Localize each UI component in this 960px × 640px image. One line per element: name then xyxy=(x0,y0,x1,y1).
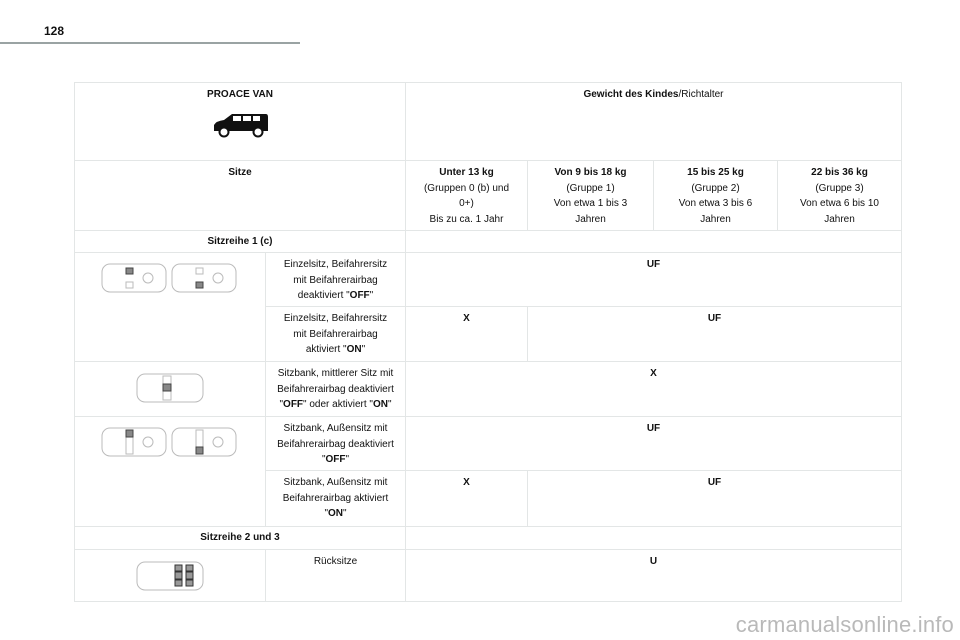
group-line: Von etwa 1 bis 3 xyxy=(553,198,628,209)
watermark: carmanualsonline.info xyxy=(735,612,954,637)
desc-text: " xyxy=(343,508,347,519)
airbag-state: OFF xyxy=(325,454,346,465)
header-rule xyxy=(0,42,300,44)
group-title: 15 bis 25 kg xyxy=(687,167,744,178)
row23-label: Sitzreihe 2 und 3 xyxy=(74,526,406,550)
desc-text: " xyxy=(369,290,374,301)
age-label: /Richtalter xyxy=(678,89,724,100)
suitability-value: UF xyxy=(527,306,902,362)
group-line: 0+) xyxy=(459,198,474,209)
row1-label: Sitzreihe 1 (c) xyxy=(74,230,406,253)
desc-line: mit Beifahrerairbag xyxy=(293,274,378,286)
group-title: 22 bis 36 kg xyxy=(811,167,868,178)
seat-diagram-cell xyxy=(74,252,266,362)
seat-desc xyxy=(265,252,406,307)
seat-desc xyxy=(265,416,406,471)
group-title: Unter 13 kg xyxy=(439,167,494,178)
group-line: Bis zu ca. 1 Jahr xyxy=(429,213,504,225)
group-line: Von etwa 3 bis 6 xyxy=(678,198,753,209)
desc-line: Beifahrerairbag deaktiviert xyxy=(277,383,394,395)
group-cell xyxy=(405,160,528,231)
group-line: (Gruppe 2) xyxy=(691,182,740,194)
desc-line: Sitzbank, Außensitz mit xyxy=(283,477,388,488)
desc-text: aktiviert " xyxy=(305,344,347,355)
seat-diagram-cell xyxy=(74,361,266,417)
airbag-state: ON xyxy=(372,399,388,410)
group-line: (Gruppe 3) xyxy=(815,182,864,194)
desc-text: " xyxy=(345,454,350,465)
suitability-value: UF xyxy=(405,252,902,307)
desc-text: " oder aktiviert " xyxy=(303,399,373,410)
group-line: (Gruppen 0 (b) und xyxy=(423,182,510,194)
weight-header xyxy=(405,82,902,161)
desc-line: Beifahrerairbag deaktiviert xyxy=(277,438,394,450)
seat-desc xyxy=(265,361,406,417)
seats-label: Sitze xyxy=(74,160,406,231)
desc-text: " xyxy=(387,399,392,410)
seat-diagram-cell xyxy=(74,549,266,602)
group-line: (Gruppe 1) xyxy=(566,182,615,194)
group-cell xyxy=(527,160,654,231)
weight-label: Gewicht des Kindes xyxy=(583,89,679,100)
suitability-value: X xyxy=(405,361,902,417)
desc-line: Einzelsitz, Beifahrersitz xyxy=(283,313,388,324)
desc-line: mit Beifahrerairbag xyxy=(293,328,378,340)
van-icon xyxy=(210,109,270,139)
bench-middle-seat-diagram-icon xyxy=(135,372,205,404)
bench-outer-seat-diagram-icon xyxy=(100,425,240,459)
seat-desc: Rücksitze xyxy=(265,549,406,602)
group-cell xyxy=(777,160,902,231)
vehicle-cell xyxy=(74,82,406,161)
desc-text: " xyxy=(324,508,328,519)
airbag-state: ON xyxy=(328,508,343,519)
desc-text: deaktiviert " xyxy=(297,290,350,301)
single-seat-diagram-icon xyxy=(100,261,240,295)
desc-line: Sitzbank, Außensitz mit xyxy=(283,423,388,434)
desc-line: Sitzbank, mittlerer Sitz mit xyxy=(277,368,394,379)
seat-desc xyxy=(265,470,406,527)
suitability-value: U xyxy=(405,549,902,602)
group-line: Von etwa 6 bis 10 xyxy=(800,198,879,209)
suitability-value: X xyxy=(405,306,528,362)
suitability-value: UF xyxy=(527,470,902,527)
group-line: Jahren xyxy=(700,213,731,225)
seat-desc xyxy=(265,306,406,362)
group-line: Jahren xyxy=(575,213,606,225)
airbag-state: OFF xyxy=(283,399,304,410)
group-cell xyxy=(653,160,778,231)
vehicle-name: PROACE VAN xyxy=(207,89,273,100)
suitability-value: X xyxy=(405,470,528,527)
group-line: Jahren xyxy=(824,213,855,225)
empty-cell xyxy=(405,230,902,253)
suitability-value: UF xyxy=(405,416,902,471)
desc-line: Einzelsitz, Beifahrersitz xyxy=(283,259,388,270)
airbag-state: ON xyxy=(346,344,362,355)
desc-text: " xyxy=(321,454,326,465)
desc-text: " xyxy=(279,399,284,410)
group-title: Von 9 bis 18 kg xyxy=(554,167,627,178)
desc-line: Beifahrerairbag aktiviert xyxy=(282,492,389,504)
rear-seats-diagram-icon xyxy=(135,560,205,592)
desc-text: " xyxy=(361,344,366,355)
page-number: 128 xyxy=(44,24,65,38)
seat-diagram-cell xyxy=(74,416,266,527)
airbag-state: OFF xyxy=(349,290,370,301)
empty-cell xyxy=(405,526,902,550)
